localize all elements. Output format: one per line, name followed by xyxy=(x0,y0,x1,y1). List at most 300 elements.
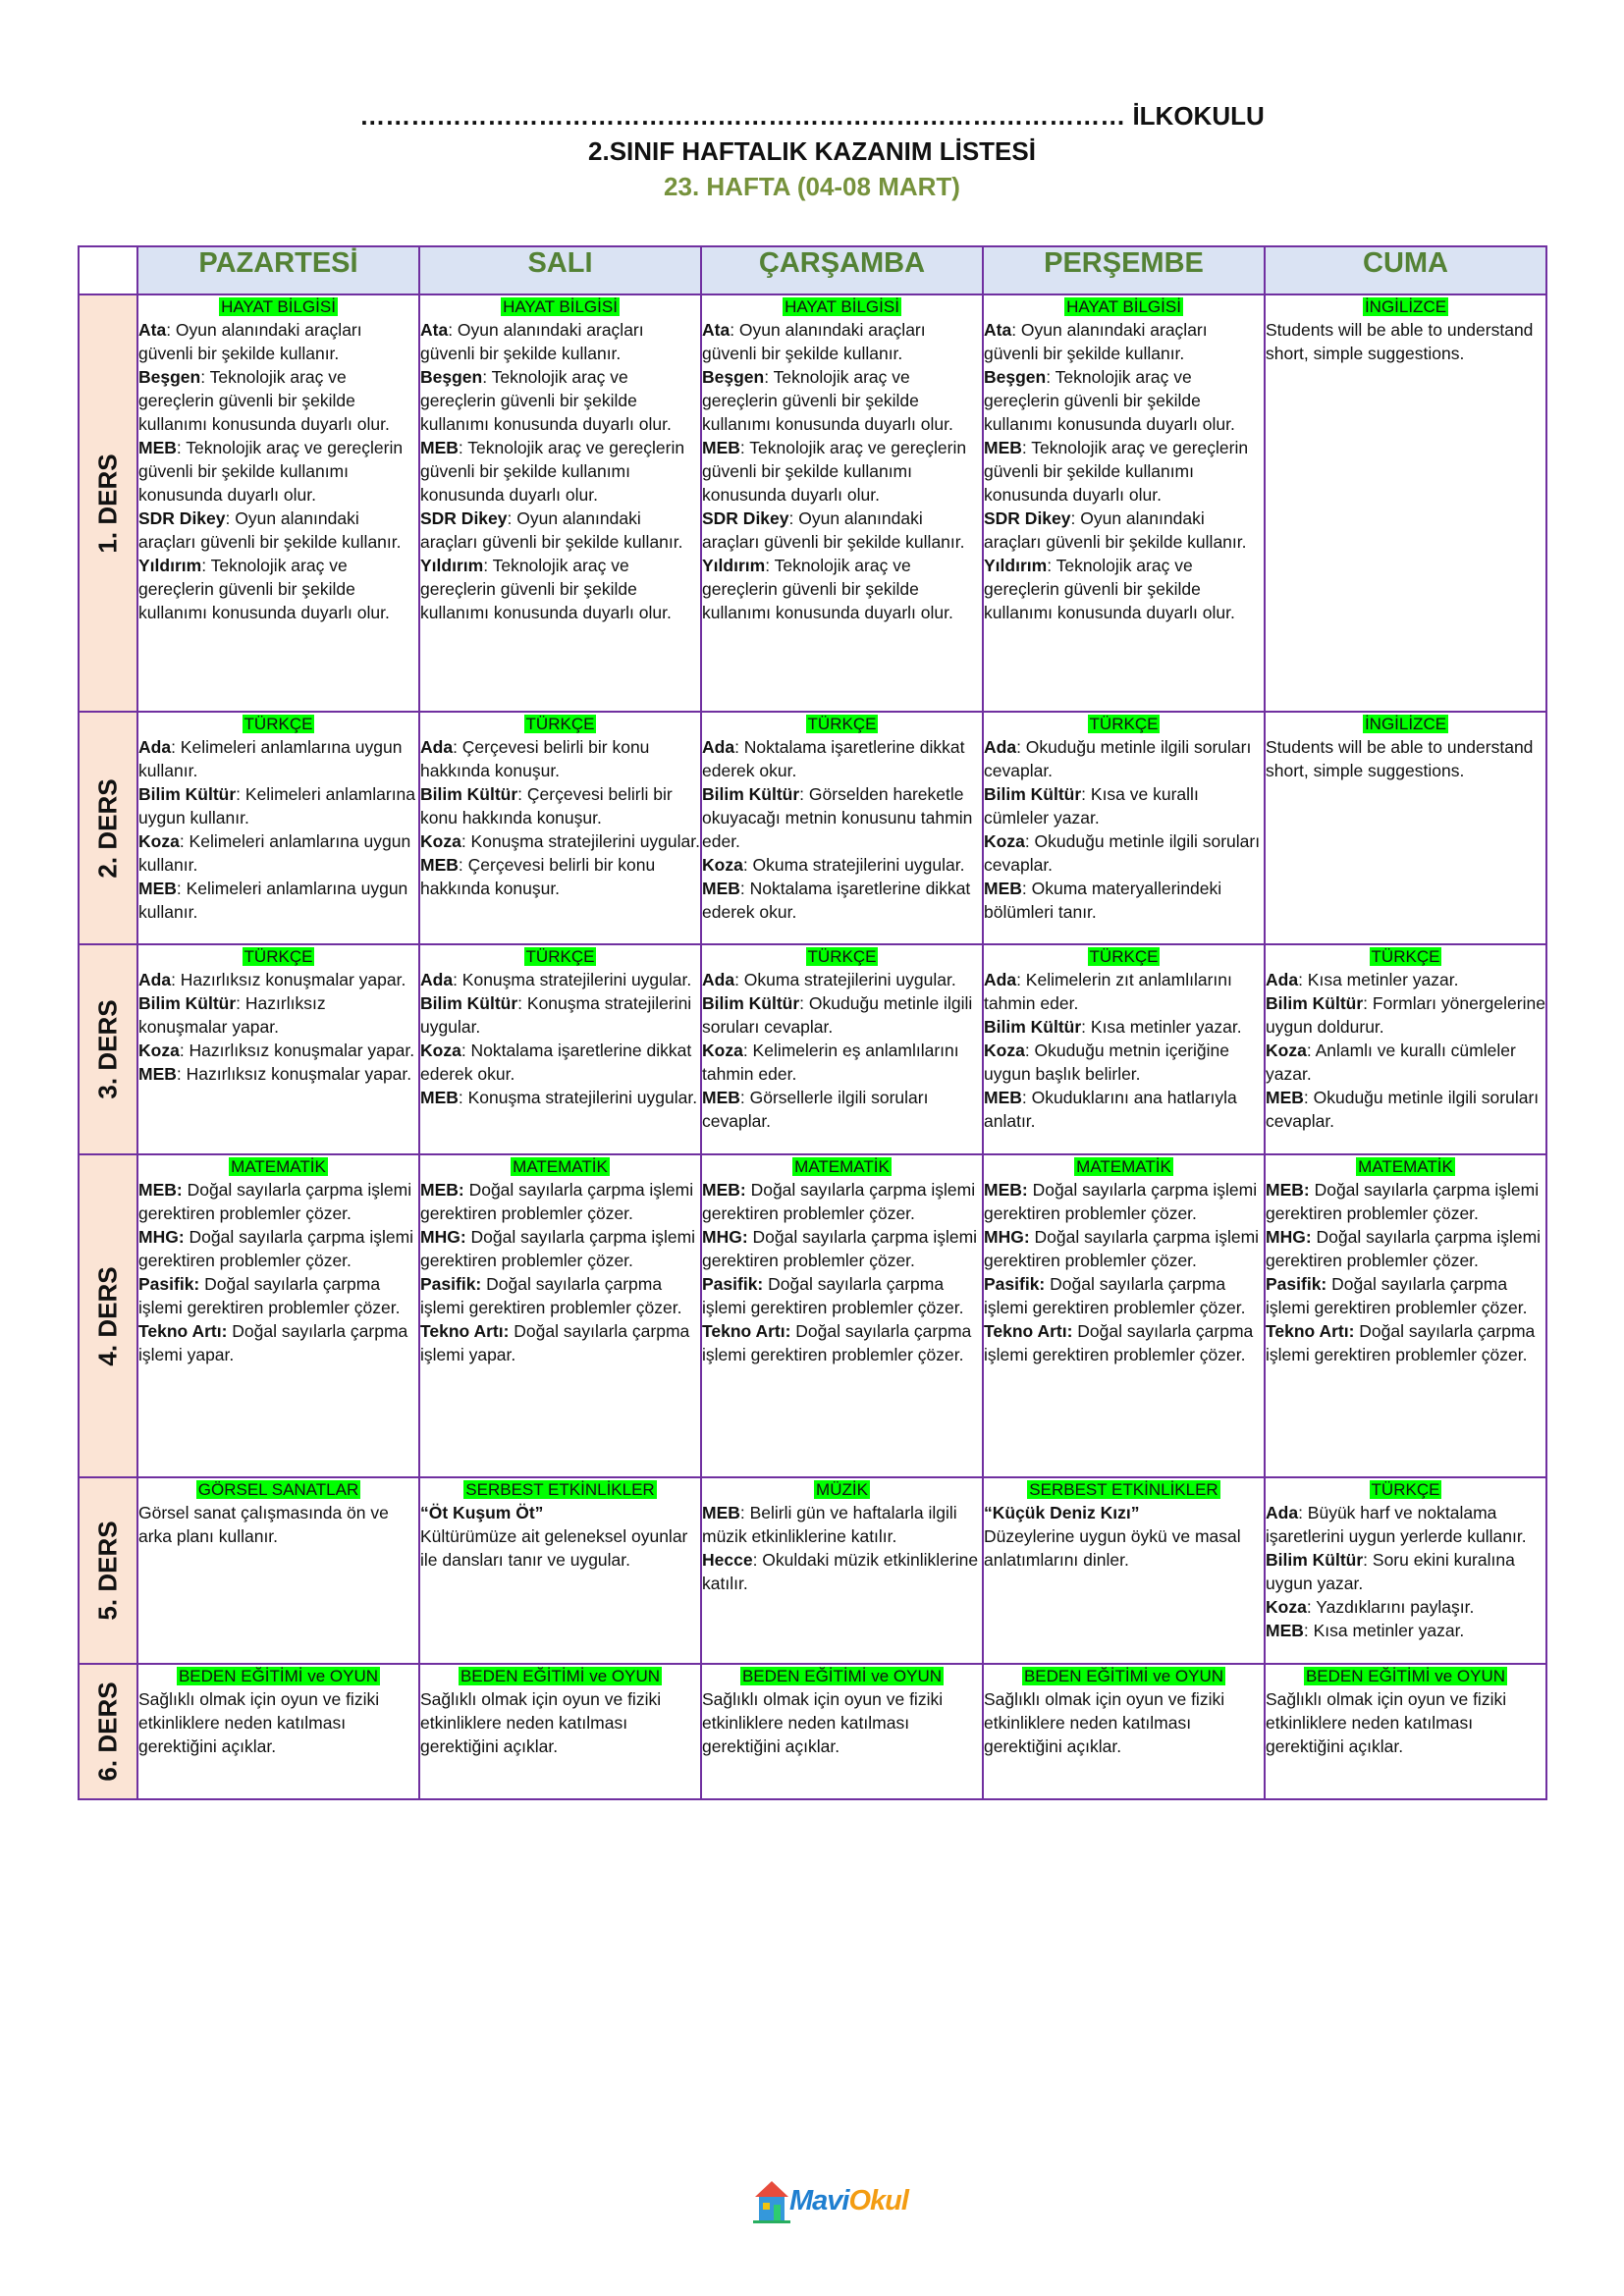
outcome-text: : Teknolojik araç ve gereçlerin güvenli bir şekilde kullanımı konusunda duyarlı olur. xyxy=(702,438,967,505)
publisher-name: MEB xyxy=(420,1088,459,1107)
publisher-name: Koza xyxy=(420,1041,461,1060)
outcome-line xyxy=(420,1178,700,1225)
subject-label: MATEMATİK xyxy=(1358,1157,1453,1176)
publisher-name: Pasifik: xyxy=(138,1274,200,1294)
subject-label-wrap xyxy=(702,1155,982,1178)
subject-label: TÜRKÇE xyxy=(525,715,595,733)
outcome-text: : Oyun alanındaki araçları güvenli bir şekilde kullanır. xyxy=(702,320,926,363)
outcome-line xyxy=(420,991,700,1039)
outcome-text: : Teknolojik araç ve gereçlerin güvenli bir şekilde kullanımı konusunda duyarlı olur. xyxy=(420,367,672,434)
outcome-line xyxy=(138,436,418,507)
outcome-line xyxy=(1266,1619,1545,1642)
document-header xyxy=(0,98,1624,204)
lesson-label: 5. DERS xyxy=(92,1521,123,1621)
subject-label-wrap xyxy=(420,1155,700,1178)
lesson-label: 6. DERS xyxy=(92,1682,123,1782)
subject-label: BEDEN EĞİTİMİ ve OYUN xyxy=(178,1667,379,1685)
outcome-line xyxy=(984,507,1264,554)
outcome-line xyxy=(1266,1595,1545,1619)
publisher-name: Koza xyxy=(702,1041,743,1060)
lesson-row-header xyxy=(79,712,137,944)
outcome-text: Doğal sayılarla çarpma işlemi gerektiren problemler çözer. xyxy=(984,1180,1258,1223)
publisher-name: Pasifik: xyxy=(984,1274,1046,1294)
week-label: 23. HAFTA (04-08 MART) xyxy=(664,172,960,201)
outcome-line xyxy=(420,735,700,782)
outcome-text: : Oyun alanındaki araçları güvenli bir şekilde kullanır. xyxy=(138,508,402,552)
outcome-line xyxy=(420,554,700,624)
publisher-name: MHG: xyxy=(984,1227,1030,1247)
outcome-text: : Teknolojik araç ve gereçlerin güvenli bir şekilde kullanımı konusunda duyarlı olur. xyxy=(138,367,390,434)
outcome-text: Sağlıklı olmak için oyun ve fiziki etkinliklere neden katılması gerektiğini açıklar. xyxy=(984,1689,1225,1756)
publisher-name: Ada xyxy=(702,737,735,757)
outcome-line xyxy=(984,1501,1264,1524)
outcome-text: Doğal sayılarla çarpma işlemi gerektiren problemler çözer. xyxy=(984,1274,1246,1317)
outcome-text: Doğal sayılarla çarpma işlemi gerektiren problemler çözer. xyxy=(1266,1274,1528,1317)
outcome-text: : Anlamlı ve kurallı cümleler yazar. xyxy=(1266,1041,1516,1084)
outcome-line xyxy=(1266,1548,1545,1595)
outcome-text: : Kısa metinler yazar. xyxy=(1303,1621,1465,1640)
outcome-line xyxy=(702,968,982,991)
lesson-label: 4. DERS xyxy=(92,1265,123,1366)
outcome-text: Doğal sayılarla çarpma işlemi gerektiren problemler çözer. xyxy=(420,1180,694,1223)
outcome-line xyxy=(1266,1687,1545,1758)
outcome-line xyxy=(138,507,418,554)
outcome-text: : Hazırlıksız konuşmalar yapar. xyxy=(179,1041,415,1060)
outcome-text: Doğal sayılarla çarpma işlemi gerektiren problemler çözer. xyxy=(702,1180,976,1223)
subject-label: TÜRKÇE xyxy=(244,947,313,966)
subject-label-wrap xyxy=(1266,1155,1545,1178)
publisher-name: Yıldırım xyxy=(420,556,484,575)
subject-label: BEDEN EĞİTİMİ ve OYUN xyxy=(741,1667,943,1685)
outcome-text: : Oyun alanındaki araçları güvenli bir şekilde kullanır. xyxy=(420,320,644,363)
schedule-cell xyxy=(419,944,701,1154)
outcome-text: Doğal sayılarla çarpma işlemi gerektiren problemler çözer. xyxy=(420,1274,682,1317)
subject-label-wrap xyxy=(702,713,982,735)
publisher-name: Bilim Kültür xyxy=(702,784,800,804)
publisher-name: Ada xyxy=(420,737,454,757)
outcome-line xyxy=(420,436,700,507)
outcome-text: Doğal sayılarla çarpma işlemi gerektiren problemler çözer. xyxy=(702,1274,964,1317)
subject-label-wrap xyxy=(984,1478,1264,1501)
outcome-text: : Okuma materyallerindeki bölümleri tanır. xyxy=(984,879,1222,922)
outcome-text: : Okuduğu metinle ilgili soruları cevaplar. xyxy=(984,737,1252,780)
schedule-cell xyxy=(983,1477,1265,1664)
subject-label-wrap xyxy=(984,713,1264,735)
corner-cell xyxy=(79,246,137,294)
publisher-name: Ada xyxy=(1266,970,1299,989)
outcome-text: : Oyun alanındaki araçları güvenli bir şekilde kullanır. xyxy=(984,320,1208,363)
day-header: SALI xyxy=(419,246,701,294)
publisher-name: “Küçük Deniz Kızı” xyxy=(984,1503,1140,1522)
schedule-cell xyxy=(137,294,419,712)
schedule-cell xyxy=(137,1664,419,1799)
publisher-name: Tekno Artı: xyxy=(138,1321,228,1341)
outcome-text: : Oyun alanındaki araçları güvenli bir şekilde kullanır. xyxy=(138,320,362,363)
outcome-line xyxy=(1266,1225,1545,1272)
outcome-text: : Noktalama işaretlerine dikkat ederek okur. xyxy=(702,879,971,922)
outcome-text: Sağlıklı olmak için oyun ve fiziki etkinliklere neden katılması gerektiğini açıklar. xyxy=(702,1689,944,1756)
outcome-text: : Kelimeleri anlamlarına uygun kullanır. xyxy=(138,831,411,875)
outcome-line xyxy=(702,877,982,924)
outcome-line xyxy=(420,1086,700,1109)
publisher-name: Ada xyxy=(984,737,1017,757)
subject-label: HAYAT BİLGİSİ xyxy=(785,297,899,316)
outcome-text: : Teknolojik araç ve gereçlerin güvenli bir şekilde kullanımı konusunda duyarlı olur. xyxy=(984,556,1235,622)
schedule-cell xyxy=(137,944,419,1154)
outcome-text: : Çerçevesi belirli bir konu hakkında konuşur. xyxy=(420,855,656,898)
outcome-text: : Konuşma stratejilerini uygular. xyxy=(460,831,700,851)
outcome-line xyxy=(702,853,982,877)
outcome-text: Düzeylerine uygun öykü ve masal anlatımlarını dinler. xyxy=(984,1526,1241,1570)
outcome-text: Doğal sayılarla çarpma işlemi gerektiren problemler çözer. xyxy=(138,1227,414,1270)
schedule-cell xyxy=(1265,712,1546,944)
outcome-text: : Kısa metinler yazar. xyxy=(1081,1017,1242,1037)
house-icon xyxy=(753,2179,790,2224)
outcome-line xyxy=(702,554,982,624)
outcome-text: Sağlıklı olmak için oyun ve fiziki etkinliklere neden katılması gerektiğini açıklar. xyxy=(1266,1689,1507,1756)
outcome-line xyxy=(420,968,700,991)
outcome-text: Students will be able to understand short, simple suggestions. xyxy=(1266,320,1534,363)
outcome-line xyxy=(984,877,1264,924)
publisher-name: Ada xyxy=(702,970,735,989)
publisher-name: Pasifik: xyxy=(1266,1274,1327,1294)
subject-label: BEDEN EĞİTİMİ ve OYUN xyxy=(1305,1667,1506,1685)
outcome-text: : Kelimeleri anlamlarına uygun kullanır. xyxy=(138,737,403,780)
publisher-name: SDR Dikey xyxy=(138,508,226,528)
schedule-cell xyxy=(701,294,983,712)
publisher-name: “Öt Kuşum Öt” xyxy=(420,1503,544,1522)
lesson-row xyxy=(79,1664,1546,1799)
day-header: ÇARŞAMBA xyxy=(701,246,983,294)
publisher-name: MEB xyxy=(702,879,740,898)
subject-label-wrap xyxy=(420,713,700,735)
outcome-text: Doğal sayılarla çarpma işlemi yapar. xyxy=(420,1321,690,1364)
subject-label: İNGİLİZCE xyxy=(1364,297,1447,316)
outcome-text: : Teknolojik araç ve gereçlerin güvenli bir şekilde kullanımı konusunda duyarlı olur. xyxy=(138,438,404,505)
subject-label-wrap xyxy=(702,945,982,968)
schedule-cell xyxy=(701,944,983,1154)
outcome-text: Doğal sayılarla çarpma işlemi gerektiren problemler çözer. xyxy=(138,1274,401,1317)
schedule-cell xyxy=(1265,944,1546,1154)
outcome-text: : Soru ekini kuralına uygun yazar. xyxy=(1266,1550,1515,1593)
outcome-line xyxy=(702,1178,982,1225)
lesson-row-header xyxy=(79,1477,137,1664)
outcome-line xyxy=(702,1548,982,1595)
subject-label-wrap xyxy=(138,945,418,968)
schedule-cell xyxy=(701,712,983,944)
publisher-name: Koza xyxy=(702,855,743,875)
publisher-name: Koza xyxy=(1266,1597,1307,1617)
schedule-cell xyxy=(1265,1664,1546,1799)
subject-label: TÜRKÇE xyxy=(1371,947,1440,966)
subject-label-wrap xyxy=(984,295,1264,318)
publisher-name: Yıldırım xyxy=(138,556,202,575)
outcome-text: Doğal sayılarla çarpma işlemi gerektiren problemler çözer. xyxy=(702,1227,978,1270)
publisher-name: MEB: xyxy=(984,1180,1028,1200)
outcome-line xyxy=(702,735,982,782)
subject-label-wrap xyxy=(702,1478,982,1501)
outcome-line xyxy=(420,1039,700,1086)
subject-label-wrap xyxy=(1266,945,1545,968)
school-name-line: ……………………………………………………………………………… İLKOKULU xyxy=(359,101,1265,131)
outcome-text: : Okuduğu metinle ilgili soruları cevaplar. xyxy=(984,831,1261,875)
subject-label-wrap xyxy=(1266,295,1545,318)
outcome-line xyxy=(702,1272,982,1319)
publisher-name: MEB: xyxy=(138,1180,183,1200)
outcome-line xyxy=(984,735,1264,782)
outcome-line xyxy=(702,991,982,1039)
publisher-name: Bilim Kültür xyxy=(984,784,1082,804)
subject-label: HAYAT BİLGİSİ xyxy=(503,297,618,316)
lesson-label: 1. DERS xyxy=(92,453,123,554)
outcome-line xyxy=(138,1178,418,1225)
subject-label-wrap xyxy=(1266,1478,1545,1501)
publisher-name: Bilim Kültür xyxy=(138,993,237,1013)
outcome-text: : Teknolojik araç ve gereçlerin güvenli bir şekilde kullanımı konusunda duyarlı olur. xyxy=(420,438,685,505)
publisher-name: Beşgen xyxy=(420,367,483,387)
outcome-line xyxy=(984,1272,1264,1319)
outcome-text: Doğal sayılarla çarpma işlemi gerektiren problemler çözer. xyxy=(984,1227,1260,1270)
outcome-text: Doğal sayılarla çarpma işlemi gerektiren problemler çözer. xyxy=(1266,1321,1536,1364)
outcome-line xyxy=(1266,1501,1545,1548)
outcome-text: : Noktalama işaretlerine dikkat ederek okur. xyxy=(702,737,965,780)
publisher-name: MEB xyxy=(1266,1621,1304,1640)
schedule-cell xyxy=(1265,1154,1546,1477)
outcome-line xyxy=(420,1319,700,1366)
lesson-row xyxy=(79,712,1546,944)
publisher-name: Pasifik: xyxy=(702,1274,764,1294)
publisher-name: MEB xyxy=(138,1064,177,1084)
lesson-row xyxy=(79,944,1546,1154)
outcome-text: : Hazırlıksız konuşmalar yapar. xyxy=(171,970,406,989)
lesson-row xyxy=(79,294,1546,712)
schedule-cell xyxy=(701,1477,983,1664)
outcome-line xyxy=(702,365,982,436)
outcome-text: : Hazırlıksız konuşmalar yapar. xyxy=(176,1064,412,1084)
outcome-line xyxy=(138,968,418,991)
publisher-name: Koza xyxy=(984,1041,1025,1060)
outcome-text: : Görselden hareketle okuyacağı metnin konusunu tahmin eder. xyxy=(702,784,973,851)
outcome-text: Doğal sayılarla çarpma işlemi gerektiren problemler çözer. xyxy=(984,1321,1254,1364)
publisher-name: Hecce xyxy=(702,1550,753,1570)
outcome-text: : Çerçevesi belirli bir konu hakkında konuşur. xyxy=(420,784,673,828)
outcome-text: : Teknolojik araç ve gereçlerin güvenli bir şekilde kullanımı konusunda duyarlı olur. xyxy=(702,367,953,434)
publisher-name: MEB xyxy=(984,438,1022,457)
outcome-text: : Görsellerle ilgili soruları cevaplar. xyxy=(702,1088,929,1131)
outcome-line xyxy=(984,1015,1264,1039)
outcome-text: : Hazırlıksız konuşmalar yapar. xyxy=(138,993,326,1037)
publisher-name: Koza xyxy=(984,831,1025,851)
schedule-cell xyxy=(983,1664,1265,1799)
publisher-name: MEB xyxy=(420,438,459,457)
subject-label-wrap xyxy=(420,295,700,318)
outcome-line xyxy=(138,554,418,624)
publisher-name: Yıldırım xyxy=(702,556,766,575)
outcome-line xyxy=(702,1039,982,1086)
outcome-line xyxy=(984,1225,1264,1272)
day-header-row xyxy=(79,246,1546,294)
subject-label: TÜRKÇE xyxy=(1371,1480,1440,1499)
outcome-text: : Belirli gün ve haftalarla ilgili müzik etkinliklerine katılır. xyxy=(702,1503,957,1546)
outcome-line xyxy=(702,1687,982,1758)
outcome-text: Doğal sayılarla çarpma işlemi gerektiren problemler çözer. xyxy=(420,1227,696,1270)
outcome-line xyxy=(984,1039,1264,1086)
outcome-line xyxy=(420,1687,700,1758)
subject-label-wrap xyxy=(1266,713,1545,735)
publisher-name: Ada xyxy=(1266,1503,1299,1522)
outcome-text: : Konuşma stratejilerini uygular. xyxy=(458,1088,698,1107)
schedule-cell xyxy=(983,1154,1265,1477)
outcome-line xyxy=(420,318,700,365)
publisher-name: MHG: xyxy=(1266,1227,1312,1247)
outcome-line xyxy=(1266,1086,1545,1133)
publisher-name: MEB xyxy=(702,1503,740,1522)
logo-text: MaviOkul xyxy=(789,2185,908,2216)
outcome-text: : Teknolojik araç ve gereçlerin güvenli bir şekilde kullanımı konusunda duyarlı olur. xyxy=(984,367,1235,434)
outcome-line xyxy=(138,1501,418,1548)
outcome-text: Doğal sayılarla çarpma işlemi gerektiren problemler çözer. xyxy=(702,1321,972,1364)
outcome-text: : Okuma stratejilerini uygular. xyxy=(742,855,965,875)
schedule-cell xyxy=(137,1477,419,1664)
outcome-line xyxy=(984,1524,1264,1572)
outcome-line xyxy=(984,436,1264,507)
schedule-cell xyxy=(983,712,1265,944)
outcome-text: : Konuşma stratejilerini uygular. xyxy=(453,970,692,989)
publisher-name: Beşgen xyxy=(702,367,765,387)
publisher-name: Tekno Artı: xyxy=(1266,1321,1355,1341)
publisher-name: MEB: xyxy=(1266,1180,1310,1200)
outcome-line xyxy=(984,365,1264,436)
outcome-text: Students will be able to understand short, simple suggestions. xyxy=(1266,737,1534,780)
outcome-text: : Oyun alanındaki araçları güvenli bir şekilde kullanır. xyxy=(702,508,965,552)
subject-label: MATEMATİK xyxy=(231,1157,326,1176)
subject-label-wrap xyxy=(984,945,1264,968)
outcome-text: : Kelimeleri anlamlarına uygun kullanır. xyxy=(138,784,416,828)
subject-label-wrap xyxy=(138,1478,418,1501)
schedule-cell xyxy=(137,712,419,944)
outcome-text: : Okuma stratejilerini uygular. xyxy=(734,970,956,989)
lesson-row-header xyxy=(79,944,137,1154)
outcome-text: : Okuduğu metinle ilgili soruları cevaplar. xyxy=(1266,1088,1540,1131)
outcome-text: : Çerçevesi belirli bir konu hakkında konuşur. xyxy=(420,737,650,780)
outcome-text: : Kelimelerin eş anlamlılarını tahmin eder. xyxy=(702,1041,959,1084)
outcome-line xyxy=(138,991,418,1039)
subject-label: MATEMATİK xyxy=(513,1157,608,1176)
schedule-cell xyxy=(701,1664,983,1799)
outcome-line xyxy=(420,1272,700,1319)
lesson-label: 3. DERS xyxy=(92,999,123,1099)
lesson-row-header xyxy=(79,1154,137,1477)
outcome-text: : Okuduğu metnin içeriğine uygun başlık belirler. xyxy=(984,1041,1229,1084)
outcome-text: Doğal sayılarla çarpma işlemi yapar. xyxy=(138,1321,408,1364)
outcome-text: Kültürümüze ait geleneksel oyunlar ile dansları tanır ve uygular. xyxy=(420,1526,688,1570)
outcome-text: : Teknolojik araç ve gereçlerin güvenli bir şekilde kullanımı konusunda duyarlı olur. xyxy=(138,556,390,622)
lesson-row xyxy=(79,1477,1546,1664)
outcome-line xyxy=(420,507,700,554)
publisher-name: Ada xyxy=(984,970,1017,989)
lesson-row-header xyxy=(79,1664,137,1799)
subject-label: TÜRKÇE xyxy=(1089,947,1159,966)
schedule-cell xyxy=(419,712,701,944)
subject-label: TÜRKÇE xyxy=(807,715,877,733)
outcome-line xyxy=(1266,1039,1545,1086)
outcome-text: : Kısa metinler yazar. xyxy=(1298,970,1459,989)
publisher-name: Ada xyxy=(138,737,172,757)
outcome-line xyxy=(1266,735,1545,782)
subject-label-wrap xyxy=(138,1665,418,1687)
outcome-text: : Okuduklarını ana hatlarıyla anlatır. xyxy=(984,1088,1237,1131)
outcome-line xyxy=(1266,1178,1545,1225)
subject-label: GÖRSEL SANATLAR xyxy=(197,1480,359,1499)
outcome-text: : Teknolojik araç ve gereçlerin güvenli bir şekilde kullanımı konusunda duyarlı olur. xyxy=(702,556,953,622)
outcome-line xyxy=(1266,991,1545,1039)
publisher-name: Tekno Artı: xyxy=(984,1321,1073,1341)
outcome-text: Sağlıklı olmak için oyun ve fiziki etkinliklere neden katılması gerektiğini açıklar. xyxy=(420,1689,662,1756)
outcome-line xyxy=(420,1524,700,1572)
outcome-line xyxy=(984,554,1264,624)
publisher-name: Yıldırım xyxy=(984,556,1048,575)
publisher-name: Bilim Kültür xyxy=(702,993,800,1013)
publisher-name: Ada xyxy=(420,970,454,989)
subject-label: MÜZİK xyxy=(816,1480,868,1499)
subject-label: BEDEN EĞİTİMİ ve OYUN xyxy=(460,1667,661,1685)
publisher-name: SDR Dikey xyxy=(984,508,1071,528)
schedule-cell xyxy=(419,1664,701,1799)
outcome-text: : Noktalama işaretlerine dikkat ederek okur. xyxy=(420,1041,692,1084)
outcome-text: : Oyun alanındaki araçları güvenli bir şekilde kullanır. xyxy=(984,508,1247,552)
outcome-line xyxy=(1266,1272,1545,1319)
publisher-name: Pasifik: xyxy=(420,1274,482,1294)
outcome-line xyxy=(420,853,700,900)
day-header: PAZARTESİ xyxy=(137,246,419,294)
day-header: PERŞEMBE xyxy=(983,246,1265,294)
publisher-name: Bilim Kültür xyxy=(1266,993,1364,1013)
outcome-line xyxy=(1266,1319,1545,1366)
publisher-name: MHG: xyxy=(420,1227,466,1247)
publisher-name: Tekno Artı: xyxy=(702,1321,791,1341)
publisher-name: Beşgen xyxy=(984,367,1047,387)
outcome-line xyxy=(984,782,1264,829)
outcome-line xyxy=(702,782,982,853)
outcome-line xyxy=(138,318,418,365)
schedule-cell xyxy=(1265,294,1546,712)
outcome-line xyxy=(984,1687,1264,1758)
outcome-text: : Yazdıklarını paylaşır. xyxy=(1306,1597,1475,1617)
publisher-name: Koza xyxy=(138,831,180,851)
lesson-row-header xyxy=(79,294,137,712)
outcome-line xyxy=(420,829,700,853)
subject-label: SERBEST ETKİNLİKLER xyxy=(1029,1480,1218,1499)
publisher-name: MEB: xyxy=(702,1180,746,1200)
outcome-line xyxy=(420,365,700,436)
outcome-text: : Formları yönergelerine uygun doldurur. xyxy=(1266,993,1545,1037)
subject-label: HAYAT BİLGİSİ xyxy=(221,297,336,316)
outcome-line xyxy=(138,1687,418,1758)
subject-label: TÜRKÇE xyxy=(244,715,313,733)
subject-label-wrap xyxy=(420,1665,700,1687)
outcome-line xyxy=(420,782,700,829)
outcome-line xyxy=(702,1319,982,1366)
outcome-line xyxy=(420,1501,700,1524)
subject-label-wrap xyxy=(138,1155,418,1178)
publisher-name: Bilim Kültür xyxy=(420,784,518,804)
outcome-text: : Teknolojik araç ve gereçlerin güvenli bir şekilde kullanımı konusunda duyarlı olur. xyxy=(984,438,1249,505)
weekly-schedule-table xyxy=(78,245,1547,1800)
subject-label-wrap xyxy=(138,713,418,735)
outcome-line xyxy=(138,1062,418,1086)
publisher-name: SDR Dikey xyxy=(702,508,789,528)
outcome-line xyxy=(984,1319,1264,1366)
